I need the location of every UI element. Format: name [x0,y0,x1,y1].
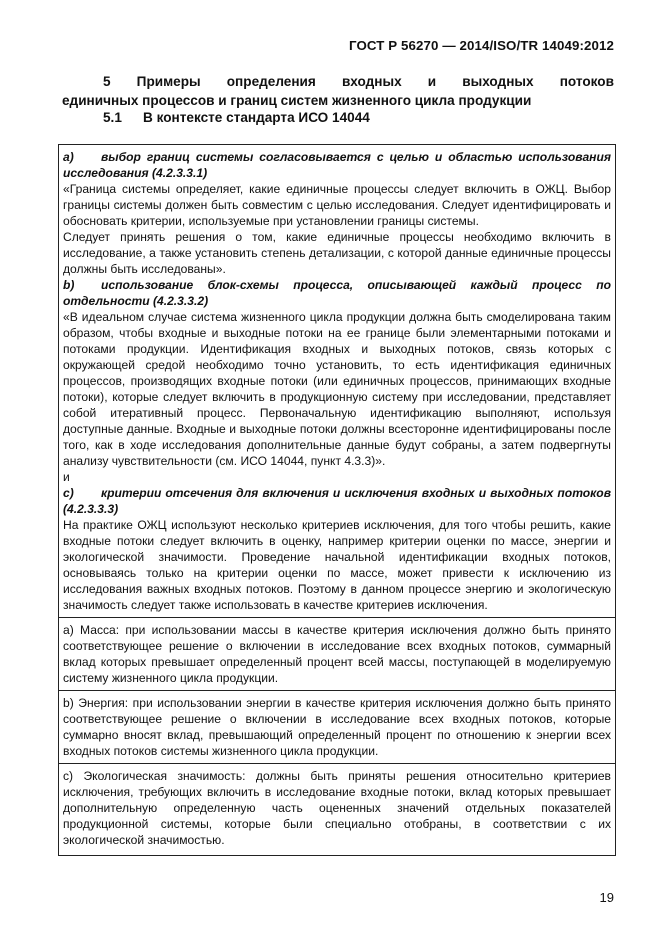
item-b-reference: (4.2.3.3.2) [152,294,209,308]
item-a-title: выбор границ системы согласовывается с целью и областью использования исследования [63,150,611,180]
item-c-paragraph: На практике ОЖЦ используют несколько критериев исключения, для того чтобы решить, какие входные потоки следует включить в оценку, например критерии оценки по массе, энергии и экологической значимости. Проведение начальной идентификации входных потоков, основываясь только на критерии оценки по массе, может привести к исключению из исследования важных входных потоков. Поэтому в данном процессе энергию и экологическую значимость следует также использовать в качестве критериев исключения. [63,518,611,612]
item-a-paragraph: Следует принять решения о том, какие единичные процессы необходимо включить в исследование, а также установить степень детализации, с которой данные единичные процессы должны быть исследованы». [63,230,611,276]
section-5-word: потоков [559,74,614,89]
item-c-heading [63,485,611,517]
section-5-title-line2: единичных процессов и границ систем жизненного цикла продукции [62,93,532,108]
section-5-1-number: 5.1 [103,110,122,125]
section-5-number: 5 [103,74,111,89]
sub-criterion-energy-text: b) Энергия: при использовании энергии в качестве критерия исключения должно быть принято соответствующее решение о включении в исследование всех входных потоков, которые суммарно вносят вклад, превышающий определенный процент по отношению к энергии всех входных потоков системы жизненного цикла продукции. [63,696,611,758]
sub-criterion-energy [59,690,615,759]
section-5-word: входных [341,74,402,89]
conjunction-text: и [63,470,70,484]
sub-criterion-mass [59,617,615,686]
section-5-heading [62,72,614,110]
quoted-requirements-box [58,144,616,856]
standard-header: ГОСТ Р 56270 — 2014/ISO/TR 14049:2012 [349,38,614,53]
item-b-marker: b) [63,278,75,292]
item-b-paragraph: «В идеальном случае система жизненного цикла продукции должна быть смоделирована таким образом, чтобы входные и выходные потоки на ее границе были элементарными потоками и потоками продукции. Идентификация входных и выходных потоков, связь которых с окружающей средой необходимо точно установить, то есть идентификация единичных процессов, производящих входные потоки (или единичных процессов, принимающих входные потоки), которые следует включить в продукционную систему при исследовании, представляет собой итеративный процесс. Первоначальную идентификацию выполняют, используя доступные данные. Входные и выходные потоки должны всесторонне идентифицированы после того, как в ходе исследования дополнительные данные будут собраны, а затем подвергнуты анализу чувствительности (см. ИСО 14044, пункт 4.3.3)». [63,310,611,468]
item-a-reference: (4.2.3.3.1) [152,166,208,180]
item-c-reference: (4.2.3.3.3) [63,502,119,516]
section-5-word: Примеры [136,74,201,89]
item-c-title: критерии отсечения для включения и исключения входных и выходных потоков [101,486,611,500]
section-5-word: определения [226,74,316,89]
item-b-title: использование блок-схемы процесса, описывающей каждый процесс по отдельности [63,278,611,308]
section-5-word: и [427,74,437,89]
item-b-heading [63,277,611,309]
sub-criterion-environmental-text: с) Экологическая значимость: должны быть приняты решения относительно критериев исключения, требующих включить в исследование входные потоки, вклад которых превышает дополнительную определенную часть оцененных значений отдельных показателей продукционной системы, которые были специально отобраны, в соответствии с их экологической значимостью. [63,769,611,847]
item-a-marker: а) [63,150,74,164]
sub-criterion-environmental [59,763,615,848]
section-5-1-heading [103,110,370,125]
sub-criterion-mass-text: а) Масса: при использовании массы в качестве критерия исключения должно быть принято соответствующее решение о включении в исследование всех входных потоков, суммарный вклад которых превышает определенный процент всей массы, поступающей в моделируемую систему жизненного цикла продукции. [63,623,611,685]
page-number: 19 [599,890,614,905]
section-5-word: выходных [462,74,534,89]
section-5-1-title: В контексте стандарта ИСО 14044 [143,110,370,125]
item-a-paragraph: «Граница системы определяет, какие единичные процессы следует включить в ОЖЦ. Выбор границы системы должен быть совместим с целью исследования. Следует идентифицировать и обосновать критерии, используемые при установлении границы системы. [63,182,611,228]
item-c-marker: с) [63,486,74,500]
item-a-heading [63,149,611,181]
section-5-title-line1 [62,72,614,91]
